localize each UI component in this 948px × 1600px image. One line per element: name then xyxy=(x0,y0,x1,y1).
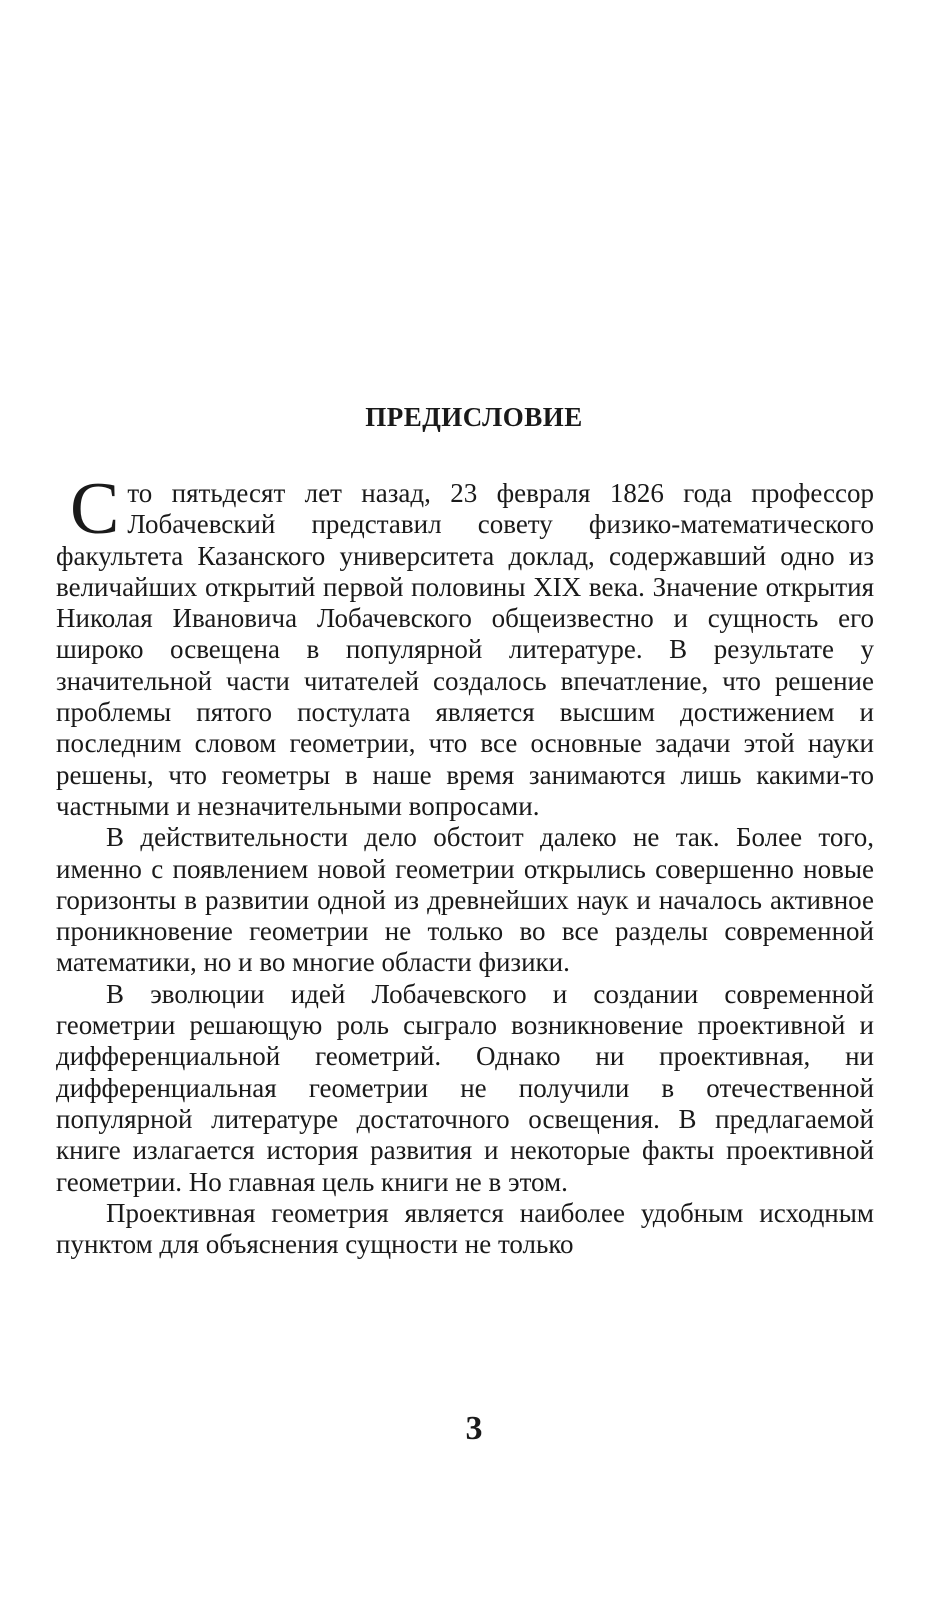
drop-cap: С xyxy=(70,468,120,550)
paragraph-3: В эволюции идей Лобачевского и создании современной геометрии решающую роль сыграло возникновение проективной и дифференциальной геометрий. Однако ни проективная, ни дифференциальная геометрии не получили в отечественной популярной литературе достаточного освещения. В предлагаемой книге излагается история развития и некоторые факты проективной геометрии. Но главная цель книги не в этом. xyxy=(56,978,874,1197)
paragraph-1 xyxy=(56,468,874,822)
preface-body xyxy=(56,468,874,1260)
paragraph-1-text: то пятьдесят лет назад, 23 февраля 1826 года профессор Лобачевский представил совету физико-математического факультета Казанского университета доклад, содержавший одно из величайших открытий первой половины XIX века. Значение открытия Николая Ивановича Лобачевского общеизвестно и сущность его широко освещена в популярной литературе. В результате у значительной части читателей создалось впечатление, что решение проблемы пятого постулата является высшим достижением и последним словом геометрии, что все основные задачи этой науки решены, что геометры в наше время занимаются лишь какими-то частными и незначительными вопросами. xyxy=(56,478,874,821)
paragraph-2: В действительности дело обстоит далеко не так. Более того, именно с появлением новой геометрии открылись совершенно новые горизонты в развитии одной из древнейших наук и началось активное проникновение геометрии не только во все разделы современной математики, но и во многие области физики. xyxy=(56,822,874,978)
paragraph-4: Проективная геометрия является наиболее удобным исходным пунктом для объяснения сущности не только xyxy=(56,1197,874,1260)
page-number: 3 xyxy=(465,1410,483,1447)
page-title: ПРЕДИСЛОВИЕ xyxy=(365,402,583,432)
